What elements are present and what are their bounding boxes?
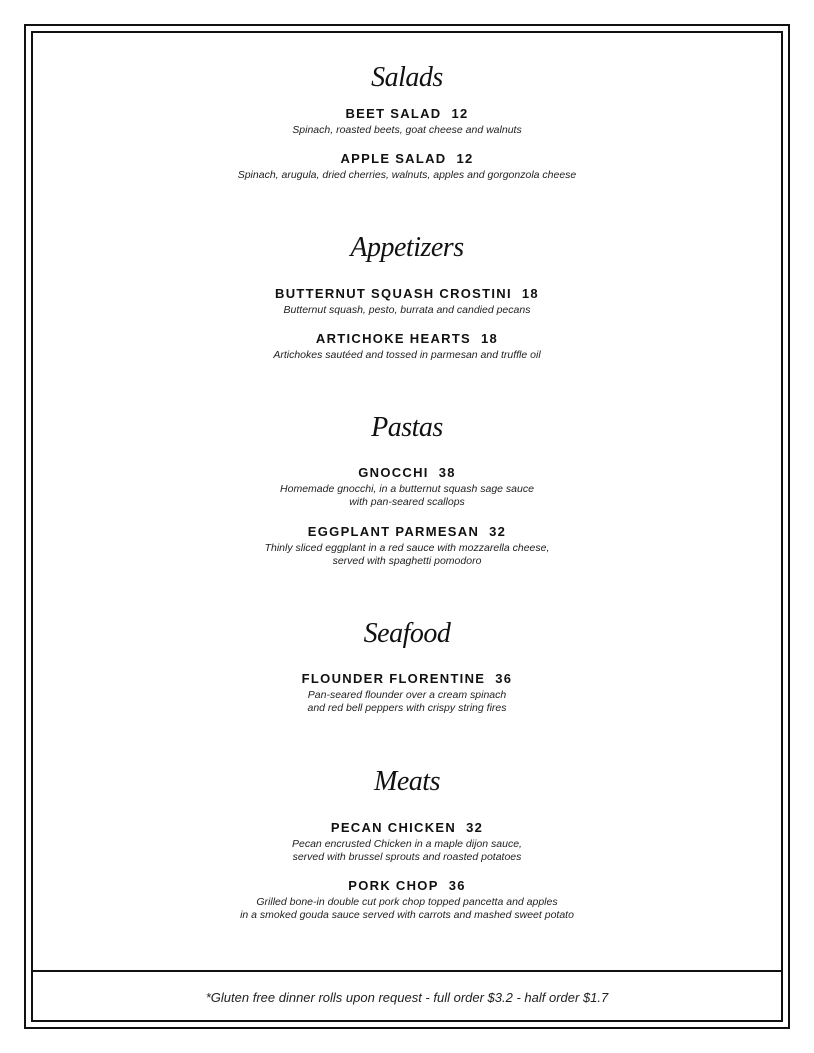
item-description: in a smoked gouda sauce served with carrots and mashed sweet potato <box>240 909 574 921</box>
section-title-meats: Meats <box>374 766 440 797</box>
item-name-row <box>31 331 783 347</box>
item-description: Spinach, roasted beets, goat cheese and walnuts <box>292 124 522 136</box>
item-price: 18 <box>481 331 499 346</box>
section-title-appetizers: Appetizers <box>350 232 464 263</box>
item-name: FLOUNDER FLORENTINE <box>301 671 486 686</box>
menu-item <box>31 878 783 922</box>
item-name-row <box>31 106 783 122</box>
item-price: 36 <box>448 878 466 893</box>
item-name-row <box>31 878 783 894</box>
item-name-row <box>31 671 783 687</box>
item-description: Grilled bone-in double cut pork chop topped pancetta and apples <box>256 896 558 908</box>
item-name-row <box>31 286 783 302</box>
item-name-row <box>31 820 783 836</box>
item-price: 12 <box>456 151 474 166</box>
item-description: Homemade gnocchi, in a butternut squash sage sauce <box>280 483 534 495</box>
item-description: with pan-seared scallops <box>349 496 465 508</box>
menu-item <box>31 106 783 137</box>
item-name-row <box>31 151 783 167</box>
item-name: EGGPLANT PARMESAN <box>307 524 480 539</box>
item-name: BUTTERNUT SQUASH CROSTINI <box>275 286 512 301</box>
item-name: PORK CHOP <box>348 878 439 893</box>
menu-item <box>31 820 783 864</box>
item-price: 32 <box>466 820 484 835</box>
item-description: and red bell peppers with crispy string fires <box>307 702 507 714</box>
menu-item <box>31 331 783 362</box>
item-description: served with spaghetti pomodoro <box>332 555 482 567</box>
item-price: 18 <box>521 286 539 301</box>
section-title-pastas: Pastas <box>371 412 443 443</box>
item-description: Pecan encrusted Chicken in a maple dijon sauce, <box>292 838 522 850</box>
item-price: 32 <box>489 524 507 539</box>
footer-note <box>31 972 783 1022</box>
item-name-row <box>31 465 783 481</box>
item-name: GNOCCHI <box>358 465 429 480</box>
menu-item <box>31 671 783 715</box>
section-title-salads: Salads <box>371 62 443 93</box>
item-price: 36 <box>495 671 513 686</box>
footer-note-text: *Gluten free dinner rolls upon request - full order $3.2 - half order $1.7 <box>205 989 609 1005</box>
item-name: BEET SALAD <box>345 106 442 121</box>
menu-item <box>31 524 783 568</box>
item-price: 38 <box>438 465 456 480</box>
item-description: Thinly sliced eggplant in a red sauce with mozzarella cheese, <box>264 542 550 554</box>
item-description: Spinach, arugula, dried cherries, walnuts, apples and gorgonzola cheese <box>237 169 577 181</box>
section-title-seafood: Seafood <box>363 618 451 649</box>
item-description: served with brussel sprouts and roasted potatoes <box>292 851 522 863</box>
item-name: PECAN CHICKEN <box>330 820 457 835</box>
menu-item <box>31 151 783 182</box>
item-price: 12 <box>451 106 469 121</box>
item-name: APPLE SALAD <box>340 151 447 166</box>
item-description: Butternut squash, pesto, burrata and candied pecans <box>283 304 531 316</box>
menu-item <box>31 286 783 317</box>
menu-body <box>31 0 783 970</box>
item-description: Pan-seared flounder over a cream spinach <box>307 689 507 701</box>
item-name: ARTICHOKE HEARTS <box>315 331 472 346</box>
item-name-row <box>31 524 783 540</box>
menu-item <box>31 465 783 509</box>
item-description: Artichokes sautéed and tossed in parmesan and truffle oil <box>273 349 541 361</box>
